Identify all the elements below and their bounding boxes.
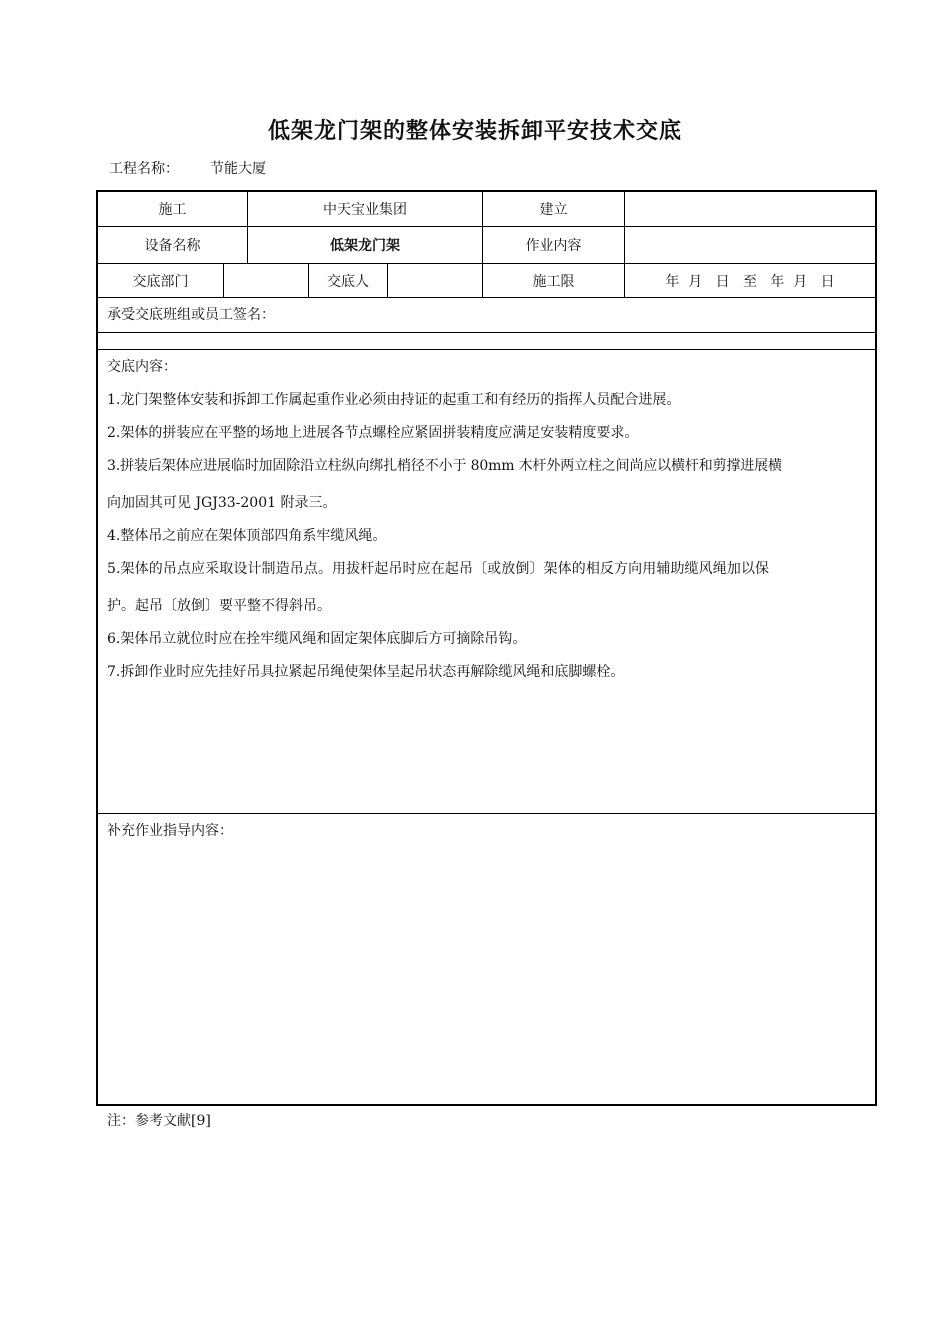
disclosure-table bbox=[96, 190, 877, 1106]
construction-period-dates: 年 月 日 至 年 月 日 bbox=[665, 273, 835, 290]
project-line bbox=[109, 158, 266, 178]
construction-period-label: 施工限 bbox=[532, 273, 575, 290]
disclosure-dept-value bbox=[224, 264, 308, 297]
document-title: 低架龙门架的整体安装拆卸平安技术交底 bbox=[267, 119, 682, 144]
work-content-label: 作业内容 bbox=[525, 238, 582, 254]
content-label: 交底内容： bbox=[107, 359, 177, 375]
construction-company: 中天宝业集团 bbox=[323, 202, 407, 218]
build-label: 建立 bbox=[539, 202, 568, 218]
equipment-name: 低架龙门架 bbox=[330, 238, 400, 254]
work-content-value bbox=[625, 227, 875, 263]
content-line: 护。起吊〔放倒〕要平整不得斜吊。 bbox=[107, 598, 331, 614]
content-line: 6.架体吊立就位时应在拴牢缆风绳和固定架体底脚后方可摘除吊钩。 bbox=[107, 631, 527, 647]
disclosure-dept-label: 交底部门 bbox=[132, 273, 189, 290]
content-line: 5.架体的吊点应采取设计制造吊点。用拔杆起吊时应在起吊〔或放倒〕架体的相反方向用辅助缆风绳加以保 bbox=[107, 561, 770, 577]
content-line: 1.龙门架整体安装和拆卸工作属起重作业必须由持证的起重工和有经历的指挥人员配合进展。 bbox=[107, 392, 681, 408]
content-line: 7.拆卸作业时应先挂好吊具拉紧起吊绳使架体呈起吊状态再解除缆风绳和底脚螺栓。 bbox=[107, 664, 625, 680]
content-line: 2.架体的拼装应在平整的场地上进展各节点螺栓应紧固拼装精度应满足安装精度要求。 bbox=[107, 425, 639, 441]
supplement-label: 补充作业指导内容： bbox=[107, 823, 233, 839]
content-line: 4.整体吊之前应在架体顶部四角系牢缆风绳。 bbox=[107, 528, 387, 544]
row-divider bbox=[98, 297, 875, 298]
content-line: 向加固其可见 JGJ33-2001 附录三。 bbox=[107, 495, 337, 511]
content-line: 3.拼装后架体应进展临时加固除沿立柱纵向绑扎梢径不小于 80mm 木杆外两立柱之间尚应以横杆和剪撑进展横 bbox=[107, 458, 782, 474]
equipment-name-label: 设备名称 bbox=[144, 238, 201, 254]
build-value bbox=[625, 192, 875, 226]
row-divider bbox=[98, 332, 875, 333]
signature-label: 承受交底班组或员工签名： bbox=[107, 307, 275, 323]
row-divider bbox=[98, 813, 875, 814]
project-label: 工程名称： bbox=[109, 161, 179, 177]
discloser-value bbox=[388, 264, 482, 297]
reference-note: 注：参考文献[9] bbox=[107, 1113, 211, 1129]
discloser-label: 交底人 bbox=[327, 273, 369, 290]
construction-label: 施工 bbox=[158, 202, 187, 218]
row-divider bbox=[98, 349, 875, 350]
project-name: 节能大厦 bbox=[210, 161, 266, 177]
